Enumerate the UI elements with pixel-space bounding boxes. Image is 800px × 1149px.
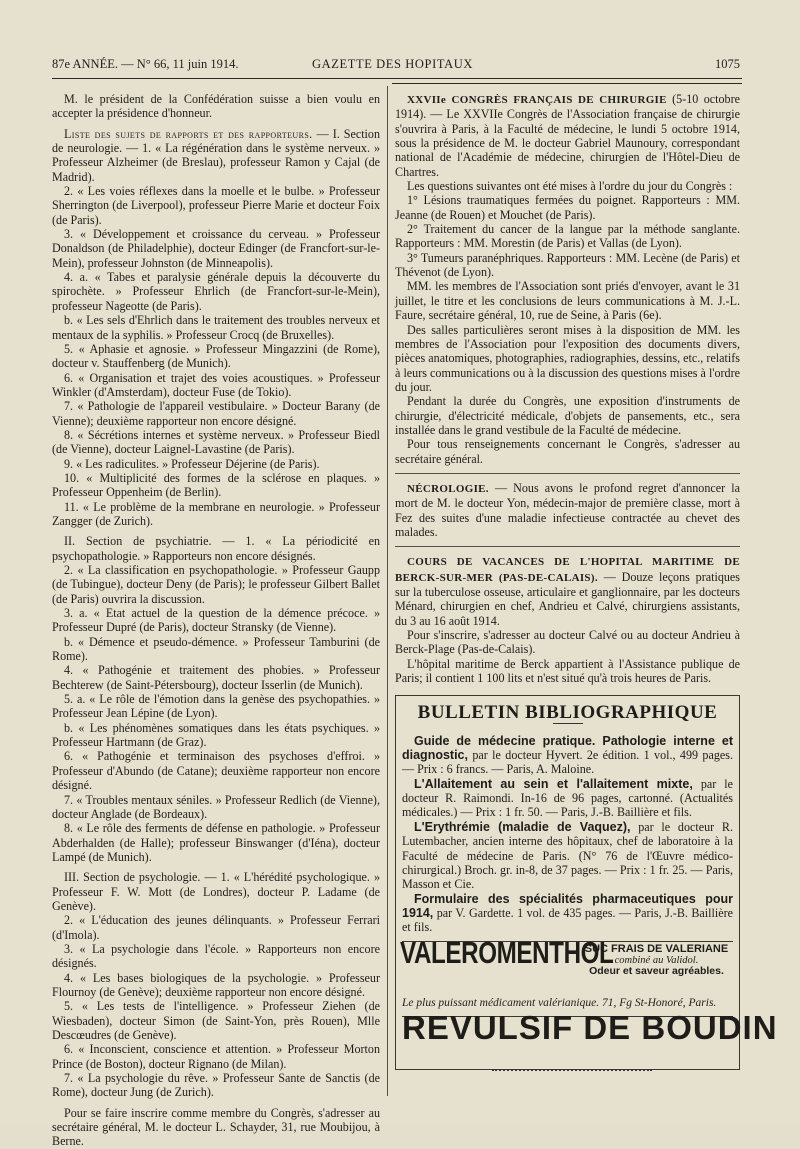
list-item: 10. « Multiplicité des formes de la sclérose en plaques. » Professeur Oppenheim (de Berlin). [52,470,380,500]
entry-details: par le docteur R. Lutembacher, ancien interne des hôpitaux, chef de laboratoire à la Faculté de médecine de Paris. (N° 76 de l'Œuvre médico-chirurgical.) Broch. gr. in-8, de 37 pages. — Prix : 1 fr. 25. — Paris, Masson et Cie. [402,819,733,892]
necrology-text: — Nous avons le profond regret d'annoncer la mort de M. le docteur Yon, médecin-major de première classe, mort à Fez des suites d'une maladie infectieuse contractée au chevet des malades. [395,480,740,539]
right-column [395,92,778,1070]
bulletin-title: BULLETIN BIBLIOGRAPHIQUE [417,702,718,724]
paragraph: Pour tous renseignements concernant le Congrès, s'adresser au secrétaire général. [395,437,740,466]
list-item: 5. « Aphasie et agnosie. » Professeur Mingazzini (de Rome), docteur v. Stauffenberg (de Munich). [52,341,380,371]
issue-info: 87e ANNÉE. — N° 66, 11 juin 1914. [52,57,239,71]
paragraph: Pour s'inscrire, s'adresser au docteur Calvé ou au docteur Andrieu à Berck-Plage (Pas-de-Calais). [395,628,740,657]
list-item: 4. « Pathogénie et traitement des phobies. » Professeur Bechterew (de Saint-Pétersbourg), docteur Isserlin (de Munich). [52,663,380,692]
list-item: 5. a. « Le rôle de l'émotion dans la genèse des psychopathies. » Professeur Jean Lépine (de Lyon). [52,692,380,721]
neurology-section [52,127,380,184]
list-item: 2. « La classification en psychopathologie. » Professeur Gaupp (de Tubingue), docteur Deny (de Paris); le professeur Gilbert Ballet (de Paris) ouvrira la discussion. [52,563,380,606]
page-header [52,55,740,73]
surgery-congress-intro [395,92,740,179]
psychiatry-section: II. Section de psychiatrie. — 1. « La périodicité en psychopathologie. » Rapporteurs non encore désignés. [52,534,380,563]
neurology-intro: — I. Section de neurologie. — 1. « La régénération dans le système nerveux. » Professeur Alzheimer (de Breslau), professeur Ramon y Cajal (de Madrid). [52,126,381,184]
entry-title: L'Allaitement au sein et l'allaitement mixte, [414,776,693,791]
ad-tagline: Le plus puissant médicament valérianique. 71, Fg St-Honoré, Paris. [402,996,717,1009]
list-item: 3. « La psychologie dans l'école. » Rapporteurs non encore désignés. [52,941,380,971]
necrology-heading: NÉCROLOGIE. [407,482,489,495]
necrology-paragraph [395,481,740,539]
paragraph: MM. les membres de l'Association sont priés d'envoyer, avant le 31 juillet, le titre et les conclusions de leurs communications à M. J.-L. Faure, secrétaire général, 10, rue de Seine, à Paris (6e). [395,279,740,323]
question-item: 3° Tumeurs paranéphriques. Rapporteurs : MM. Lecène (de Paris) et Thévenot (de Lyon). [395,250,740,280]
list-item: 2. « L'éducation des jeunes délinquants. » Professeur Ferrari (d'Imola). [52,913,380,942]
list-heading: Liste des sujets de rapports et des rapporteurs. [64,126,313,141]
list-item: 2. « Les voies réflexes dans la moelle et le bulbe. » Professeur Sherrington (de Liverpool), professeur Pierre Marie et docteur Foix (de Paris). [52,184,380,227]
question-item: 1° Lésions traumatiques fermées du poignet. Rapporteurs : MM. Jeanne (de Rouen) et Mouchet (de Paris). [395,193,740,222]
journal-title: GAZETTE DES HOPITAUX [312,57,473,71]
ad-subtitle: Odeur et saveur agréables. [589,964,724,977]
ad-subtitle: SUC FRAIS DE VALERIANE [584,942,729,955]
bibliography-entry [402,820,733,892]
ad-ornament [492,1069,652,1071]
list-item: 4. « Les bases biologiques de la psychologie. » Professeur Flournoy (de Genève); deuxième rapporteur non encore désigné. [52,970,380,999]
list-item: 6. « Organisation et trajet des voies acoustiques. » Professeur Winkler (d'Amsterdam), docteur Fuse (de Tokio). [52,370,380,399]
list-item: b. « Les sels d'Ehrlich dans le traitement des troubles nerveux et mentaux de la syphilis. » Professeur Crocq (de Bruxelles). [52,313,380,342]
list-item: 7. « Pathologie de l'appareil vestibulaire. » Docteur Barany (de Vienne); deuxième rapporteur non encore désigné. [52,399,380,428]
list-item: 3. « Développement et croissance du cerveau. » Professeur Donaldson (de Philadelphie), docteur Edinger (de Francfort-sur-le-Mein), professeur Johnston (de Minneapolis). [52,227,380,270]
page-number: 1075 [715,57,740,71]
list-item: 11. « Le problème de la membrane en neurologie. » Professeur Zangger (de Zurich). [52,499,380,528]
list-item: b. « Les phénomènes somatiques dans les états psychiques. » Professeur Hartmann (de Graz). [52,720,380,750]
bibliography-entry [402,777,733,820]
ad-brand: REVULSIF DE BOUDIN [402,1008,778,1046]
list-item: 3. a. « Etat actuel de la question de la démence précoce. » Professeur Dupré (de Paris), docteur Stransky (de Vienne). [52,606,380,635]
paragraph: Les questions suivantes ont été mises à l'ordre du jour du Congrès : [407,179,733,194]
bibliography-box [395,695,778,1070]
list-item: 6. « Pathogénie et terminaison des psychoses d'effroi. » Professeur d'Abundo (de Catane); deuxième rapporteur non encore désigné. [52,749,380,793]
paragraph: Pendant la durée du Congrès, une exposition d'instruments de chirurgie, d'électricité médicale, d'objets de pansements, etc., sera installée dans le grand vestibule de la Faculté de médecine. [395,394,740,437]
surgery-congress-heading: XXVIIe CONGRÈS FRANÇAIS DE CHIRURGIE [407,94,667,106]
separator [395,473,740,474]
paragraph: L'hôpital maritime de Berck appartient à l'Assistance publique de Paris; il contient 1 100 lits et n'est situé qu'à trois heures de Paris. [395,656,740,686]
valeromenthol-ad [400,934,733,994]
list-item: b. « Démence et pseudo-démence. » Professeur Tamburini (de Rome). [52,634,380,664]
bibliography-entry [402,892,733,935]
header-rule-secondary [392,83,742,84]
surgery-congress-text: (5-10 octobre 1914). — Le XXVIIe Congrès de l'Association française de chirurgie s'ouvrira à Paris, à la Faculté de médecine, le lundi 5 octobre 1914, sous la présidence de M. le docteur Gabriel Maunoury, correspondant national de l'Académie de médecine, chirurgien de l'Hôtel-Dieu de Chartres. [395,92,740,179]
entry-title: Guide de médecine pratique. Pathologie interne et diagnostic, [402,733,733,763]
entry-details: par V. Gardette. 1 vol. de 435 pages. — Paris, J.-B. Baillière et fils. [402,905,733,935]
list-item: 4. a. « Tabes et paralysie générale depuis la découverte du spirochète. » Professeur Ehrlich (de Francfort-sur-le-Mein), professeur Nageotte (de Paris). [52,270,380,313]
list-item: 6. « Inconscient, conscience et attention. » Professeur Morton Prince (de Boston), docteur Rignano (de Milan). [52,1042,380,1071]
list-item: 7. « Troubles mentaux séniles. » Professeur Redlich (de Vienne), docteur Anglade (de Bordeaux). [52,792,380,821]
psychology-section: III. Section de psychologie. — 1. « L'hérédité psychologique. » Professeur F. W. Mott (de Londres), docteur P. Ladame (de Genève). [52,870,380,913]
entry-details: par le docteur Hyvert. 2e édition. 1 vol., 499 pages. — Prix : 6 francs. — Paris, A. Maloine. [402,748,733,777]
separator [395,546,740,547]
question-item: 2° Traitement du cancer de la langue par la méthode sanglante. Rapporteurs : MM. Morestin (de Paris) et Vallas (de Lyon). [395,222,740,251]
boudin-ad [402,1008,778,1061]
left-column [52,92,380,1149]
list-item: 5. « Les tests de l'intelligence. » Professeur Ziehen (de Wiesbaden), docteur Simon (de Saint-Yon, près Rouen), Mlle Descœudres (de Genève). [52,999,380,1042]
entry-title: L'Erythrémie (maladie de Vaquez), [414,819,631,834]
ad-subtitle: combiné au Validol. [614,954,699,966]
list-item: 7. « La psychologie du rêve. » Professeur Sante de Sanctis (de Rome), docteur Jung (de Zurich). [52,1071,380,1100]
entry-title: Formulaire des spécialités pharmaceutiques pour 1914, [402,891,733,920]
vacation-course-heading: COURS DE VACANCES DE L'HOPITAL MARITIME DE BERCK-SUR-MER (PAS-DE-CALAIS). [395,556,740,584]
ad-brand: VALEROMENTHOL [400,934,614,970]
header-rule [52,78,742,79]
list-item: 8. « Sécrétions internes et système nerveux. » Professeur Biedl (de Vienne), docteur Laignel-Lavastine (de Paris). [52,427,380,457]
entry-details: par le docteur R. Raimondi. In-16 de 96 pages, cartonné. (Actualités médicales.) — Prix : 1 fr. 50. — Paris, J.-B. Baillière et fils. [402,776,733,820]
vacation-course-text: — Douze leçons pratiques sur la tuberculose osseuse, articulaire et ganglionnaire, par les docteurs Ménard, chirurgien en chef, Andrieu et Calvé, chirurgiens assistants, du 3 au 16 août 1914. [395,569,741,628]
presidency-paragraph: M. le président de la Confédération suisse a bien voulu en accepter la présidence d'honneur. [52,92,380,121]
list-item: 8. « Le rôle des ferments de défense en pathologie. » Professeur Abderhalden (de Halle); professeur Binswanger (d'Iéna), docteur Lampé (de Munich). [52,821,380,864]
column-divider [387,86,388,1096]
bibliography-entry [402,734,733,777]
registration-paragraph: Pour se faire inscrire comme membre du Congrès, s'adresser au secrétaire général, M. le docteur L. Schayder, 31, rue Moubijou, à Berne. [52,1105,380,1149]
list-item: 9. « Les radiculites. » Professeur Déjerine (de Paris). [64,456,320,471]
vacation-course-paragraph [395,554,740,628]
paragraph: Des salles particulières seront mises à la disposition de MM. les membres de l'Association pour l'exposition des documents divers, pièces anatomiques, photographies, radiographies, dessins, etc., relatifs à leurs communications ou à la discussion des questions mises à l'ordre du jour. [395,322,740,394]
